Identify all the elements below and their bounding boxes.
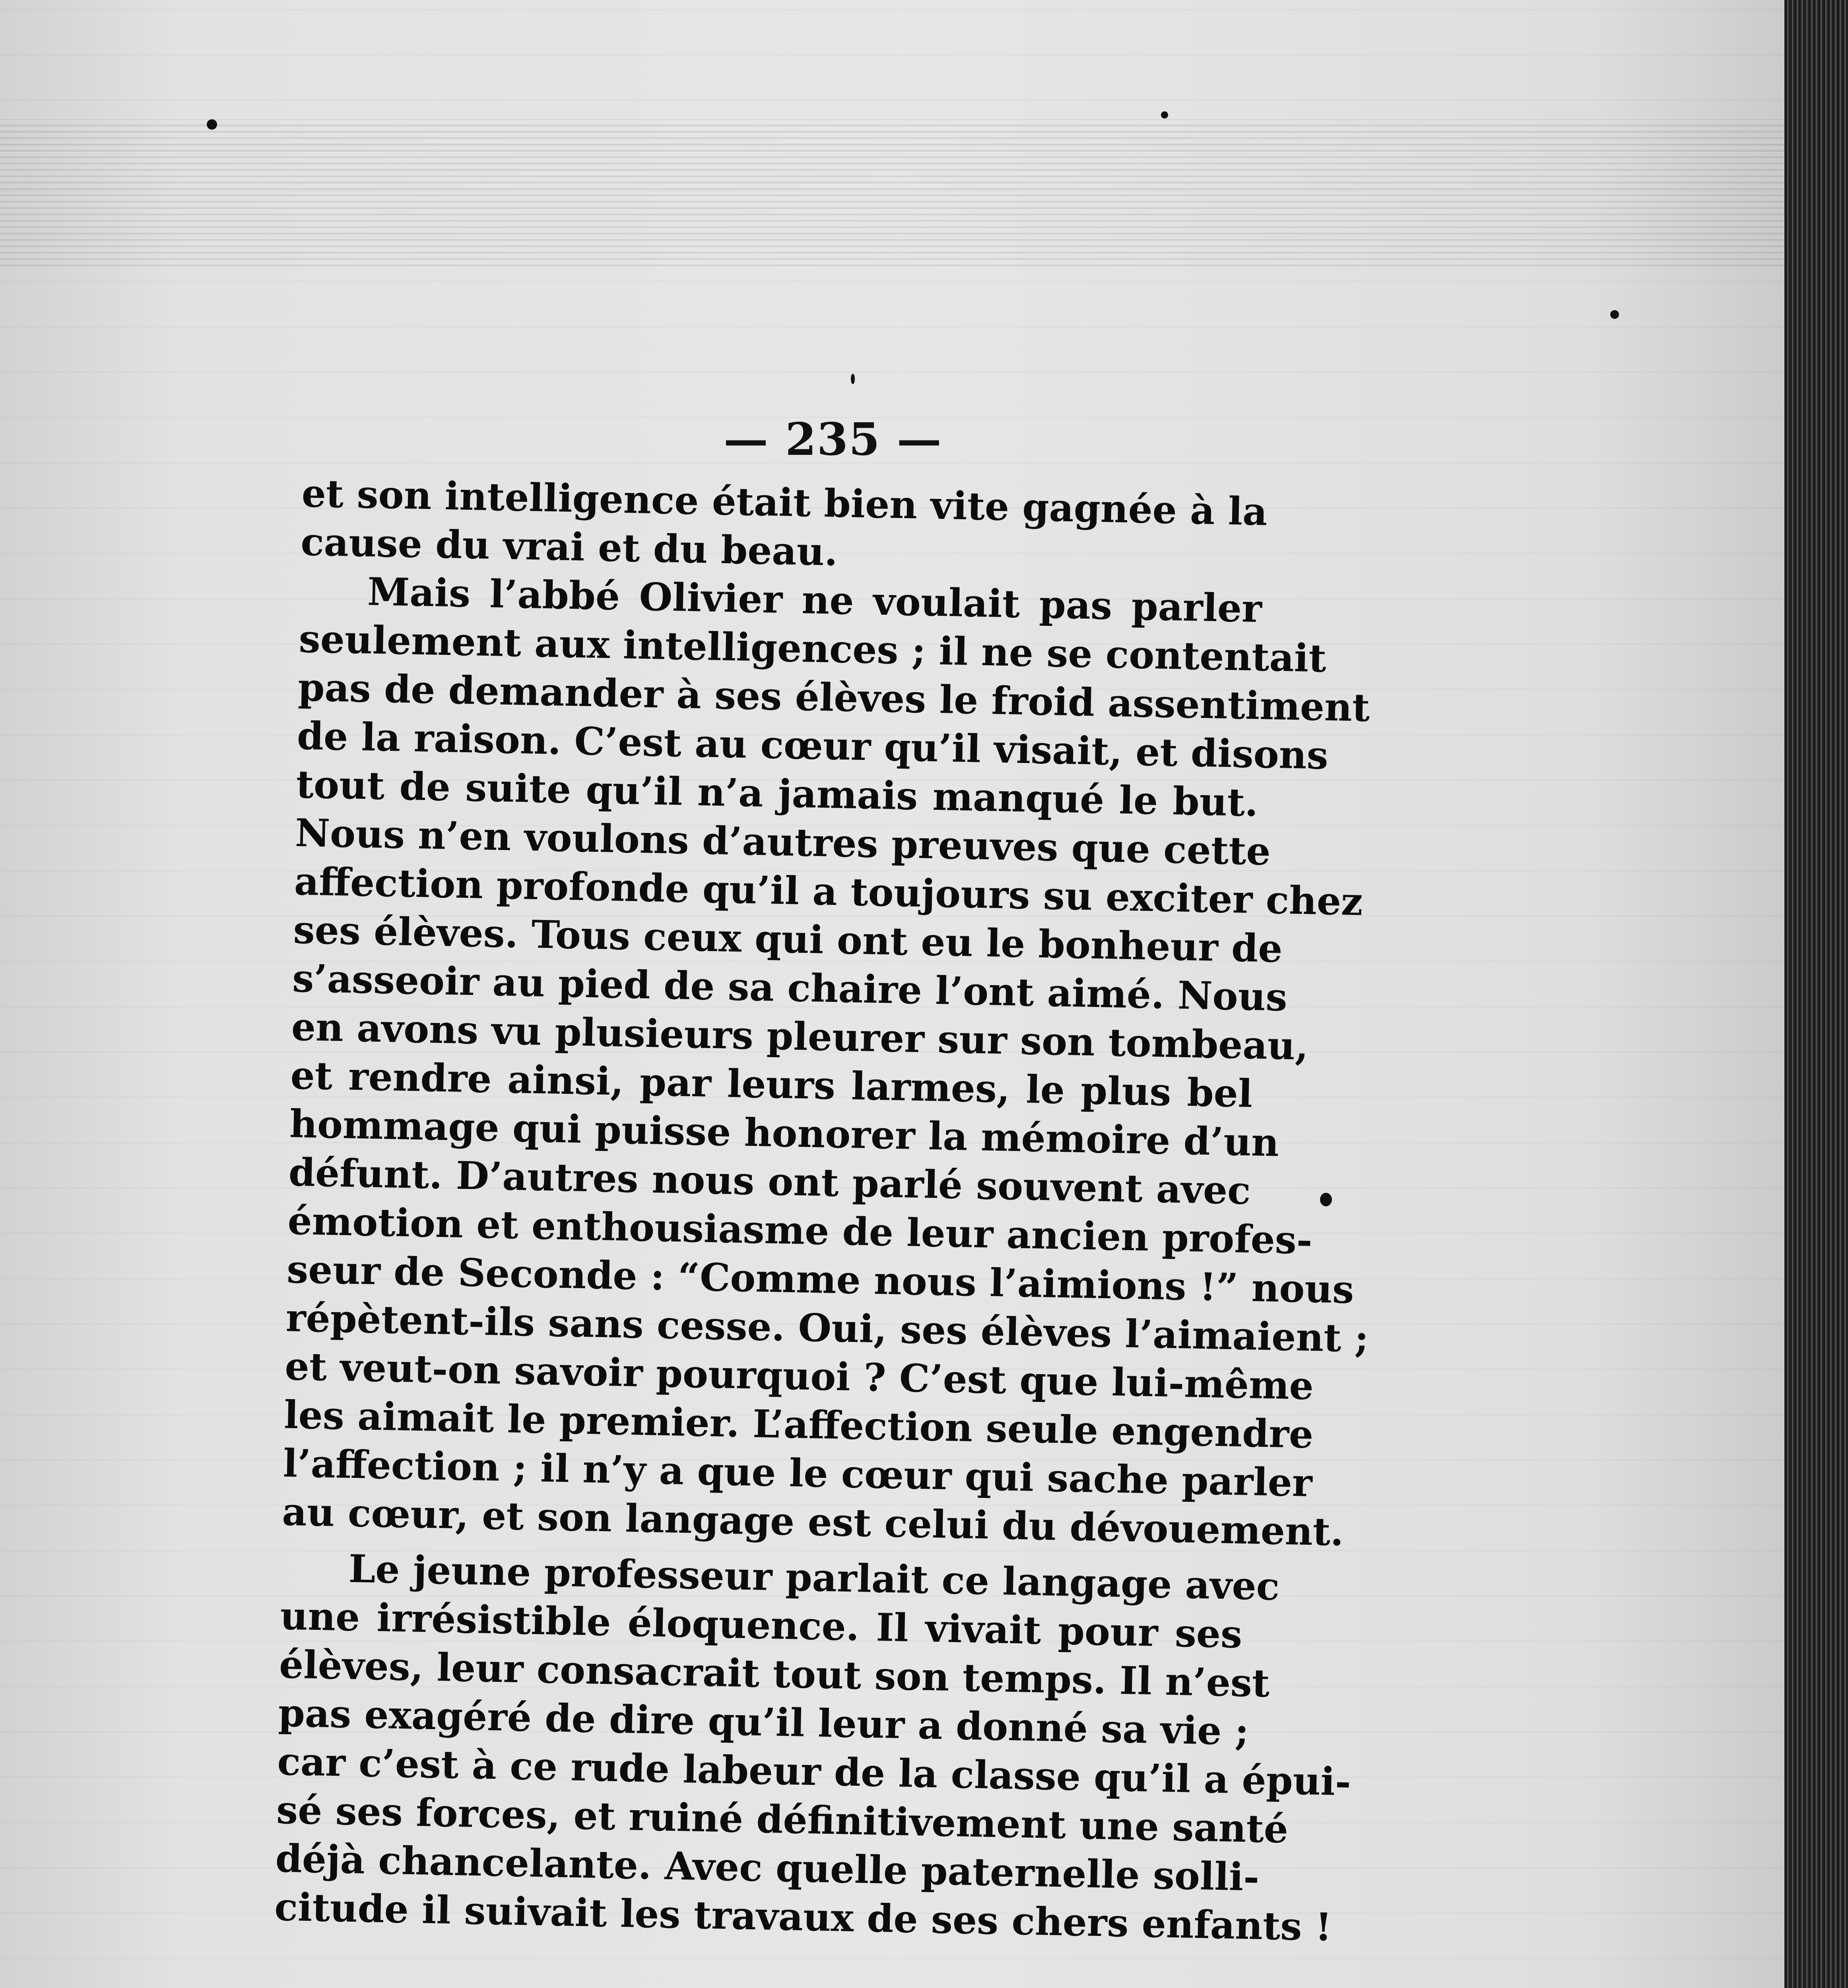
text-line: sé ses forces, et ruiné définitivement une santé: [276, 1787, 1289, 1852]
text-line: au cœur, et son langage est celui du dévouement.: [281, 1489, 1344, 1555]
text-line: tout de suite qu’il n’a jamais manqué le but.: [295, 761, 1259, 825]
text-line: élèves, leur consacrait tout son temps. Il n’est: [279, 1642, 1270, 1706]
text-line: les aimait le premier. L’affection seule engendre: [283, 1392, 1314, 1457]
scan-speck: [1161, 111, 1168, 118]
text-line: défunt. D’autres nous ont parlé souvent avec: [288, 1149, 1251, 1213]
text-line: Le jeune professeur parlait ce langage avec: [348, 1546, 1280, 1609]
text-line: seur de Seconde : “Comme nous l’aimions !” nous: [286, 1246, 1355, 1312]
text-line: ses élèves. Tous ceux qui ont eu le bonheur de: [293, 907, 1283, 971]
text-line: pas de demander à ses élèves le froid assentiment: [297, 664, 1370, 730]
text-line: l’affection ; il n’y a que le cœur qui sache parler: [282, 1441, 1313, 1506]
text-line: et rendre ainsi, par leurs larmes, le plus bel: [290, 1052, 1253, 1116]
text-line: Nous n’en voulons d’autres preuves que cette: [295, 810, 1271, 874]
text-line: citude il suivait les travaux de ses chers enfants !: [274, 1884, 1333, 1950]
text-line: affection profonde qu’il a toujours su exciter chez: [294, 858, 1363, 924]
text-line: s’asseoir au pied de sa chaire l’ont aimé. Nous: [292, 955, 1288, 1020]
page-text: [274, 469, 1370, 1950]
book-page-edge: [1784, 0, 1848, 1988]
text-line: Mais l’abbé Olivier ne voulait pas parler: [367, 569, 1262, 631]
text-line: seulement aux intelligences ; il ne se contentait: [298, 616, 1327, 681]
text-line: répètent-ils sans cesse. Oui, ses élèves l’aimaient ;: [285, 1295, 1369, 1361]
text-line: de la raison. C’est au cœur qu’il visait, et disons: [297, 713, 1329, 778]
scan-speck: [1320, 1193, 1332, 1206]
text-line: émotion et enthousiasme de leur ancien profes-: [287, 1198, 1313, 1263]
scan-speck: [207, 119, 217, 130]
text-line: en avons vu plusieurs pleurer sur son tombeau,: [291, 1004, 1309, 1069]
text-line: déjà chancelante. Avec quelle paternelle solli-: [275, 1836, 1260, 1900]
text-line: et son intelligence était bien vite gagnée à la: [301, 470, 1268, 534]
text-line: car c’est à ce rude labeur de la classe qu’il a épui-: [277, 1739, 1351, 1805]
scan-speck: [1610, 310, 1619, 319]
page-number: — 235 —: [724, 414, 942, 466]
text-line: hommage qui puisse honorer la mémoire d’un: [289, 1101, 1279, 1165]
text-line: cause du vrai et du beau.: [300, 519, 838, 575]
text-line: une irrésistible éloquence. Il vivait pour ses: [280, 1593, 1243, 1657]
scan-speck: [851, 374, 855, 384]
text-line: et veut-on savoir pourquoi ? C’est que lui-même: [284, 1343, 1314, 1409]
scan-noise-band: [0, 119, 1801, 270]
text-line: pas exagéré de dire qu’il leur a donné sa vie ;: [278, 1690, 1250, 1754]
